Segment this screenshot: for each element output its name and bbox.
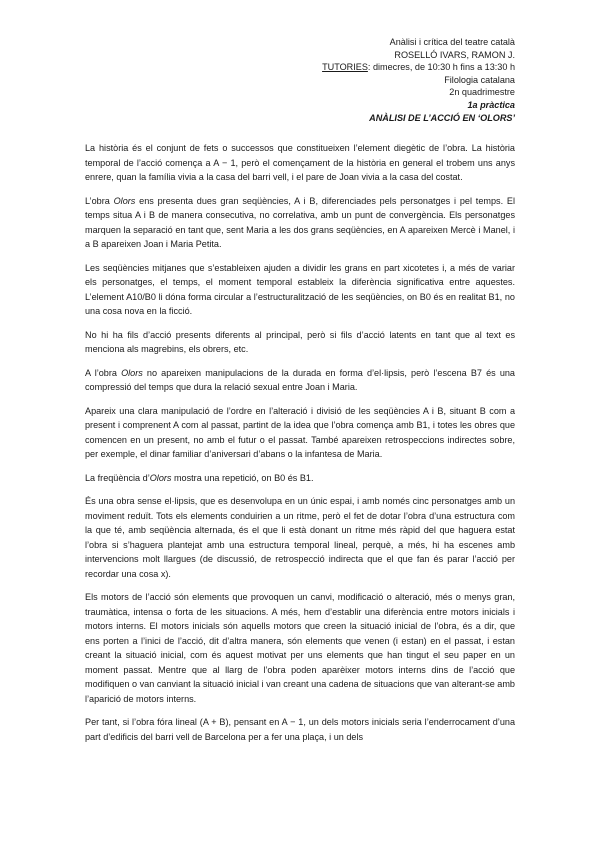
paragraph-7: La freqüència d’Olors mostra una repetició, on B0 és B1. xyxy=(85,472,314,483)
semester: 2n quadrimestre xyxy=(449,87,515,98)
paragraph-1: La història és el conjunt de fets o successos que constitueixen l’element diegètic de l’obra. La història temporal de l’acció comença a A − 1, però el començament de la història en general el trobem uns anys enrere, quan la família vivia a la casa del barri vell, i el pare de Joan vivia a la casa del costat. xyxy=(85,143,515,182)
tutories-line xyxy=(322,61,515,74)
tutories-label: TUTORIES xyxy=(322,62,368,73)
professor-name: ROSELLÓ IVARS, RAMON J. xyxy=(394,49,515,60)
paragraph-5: A l’obra Olors no apareixen manipulacions de la durada en forma d’el·lipsis, però l’escena B7 és una compressió del temps que dura la relació sexual entre Joan i Maria. xyxy=(85,367,515,392)
paragraph-10: Per tant, si l’obra fóra lineal (A + B), pensant en A − 1, un dels motors inicials seria l’enderrocament d’una part d’edificis del barri vell de Barcelona per a fer una plaça, i un dels xyxy=(85,717,515,742)
tutories-schedule: : dimecres, de 10:30 h fins a 13:30 h xyxy=(367,62,515,73)
paragraph-9: Els motors de l’acció són elements que provoquen un canvi, modificació o alteració, més o menys gran, traumàtica, intensa o forta de les situacions. A més, hem d’establir una diferència entre motors inicials i motors interns. El motors inicials són aquells motors que creen la situació inicial de l’obra, és a dir, que ens porten a l’inici de l’acció, dit d’altra manera, són elements que venen (i estan) en el passat, i estan creant la situació inicial, com és aquest motivat per uns elements que han tingut el seu paper en un moment passat. Mentre que al llarg de l’obra poden aparèixer motors interns dins de l’acció que modifiquen o van canviant la situació inicial i van creant una cadena de situacions que van alterant-se amb l’aparició de motors interns. xyxy=(85,592,515,704)
paragraph-4: No hi ha fils d’acció presents diferents al principal, però si fils d’acció latents en tant que al text es menciona als magrebins, els obrers, etc. xyxy=(85,329,515,354)
paragraph-6: Apareix una clara manipulació de l’ordre en l’alteració i divisió de les seqüències A i B, situant B com a present i comprenent A com al passat, partint de la idea que l’obra comença amb B1, i totes les obres que comencen en un present, no amb el futur o el passat. També apareixen retrospeccions indirectes sobre, per exemple, el dinar familiar d’aniversari d’abans o la infantesa de Maria. xyxy=(85,405,515,459)
paragraph-2: L’obra Olors ens presenta dues gran seqüències, A i B, diferenciades pels personatges i pel temps. El temps situa A i B de manera consecutiva, no correlativa, amb un punt de convergència. Els personatges marquen la separació en tant que, sent Maria a les dos grans seqüències, en A apareixen Mercè i Manel, i a B apareixen Joan i Maria Petita. xyxy=(85,195,515,249)
document-body xyxy=(85,141,515,744)
practice-label: 1a pràctica xyxy=(467,99,515,110)
work-title: Olors xyxy=(113,195,136,206)
degree-name: Filologia catalana xyxy=(444,74,515,85)
document-header xyxy=(322,36,515,124)
paragraph-8: És una obra sense el·lipsis, que es desenvolupa en un únic espai, i amb només cinc personatges amb un moviment reduït. Tots els elements conduirien a un ritme, però el fet de dotar l’obra d’una estructura com la que té, amb seqüència alternada, és el que li està donant un ritme més ràpid del que haguera estat l’obra si s’haguera plantejat amb una estructura temporal lineal, perquè, a més, hi ha escenes amb intervencions molt llargues (de discussió, de retrospecció indirecta que el que fan és parar l’acció per recordar una cosa x). xyxy=(85,496,515,579)
paragraph-3: Les seqüències mitjanes que s’estableixen ajuden a dividir les grans en part xicotetes i, a més de variar els personatges, el temps, el moment temporal estableix la diferència significativa entre aquestes. L’element A10/B0 li dóna forma circular a l’estructuralització de les seqüències, on B0 és en realitat B1, no una cosa nova en la ficció. xyxy=(85,262,515,316)
document-title: ANÀLISI DE L’ACCIÓ EN ‘OLORS’ xyxy=(369,112,515,123)
work-title: Olors xyxy=(121,367,143,378)
work-title: Olors xyxy=(149,472,172,483)
course-name: Anàlisi i crítica del teatre català xyxy=(389,37,515,47)
